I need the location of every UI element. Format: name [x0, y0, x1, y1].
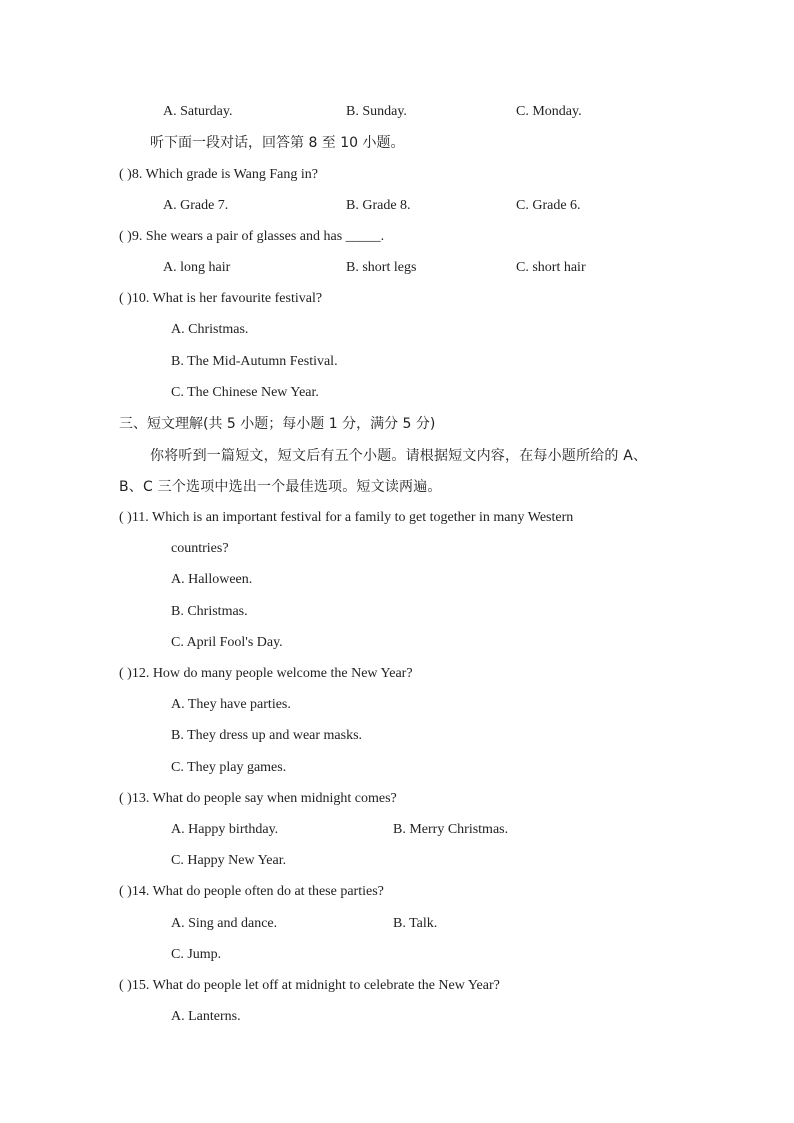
q7-option-b: B. Sunday. [346, 104, 407, 119]
q9-option-c: C. short hair [516, 260, 586, 275]
q11-option-b: B. Christmas. [171, 604, 248, 619]
q7-option-c: C. Monday. [516, 104, 582, 119]
q11-stem: ( )11. Which is an important festival for a family to get together in many Western [119, 510, 574, 525]
dialogue-instruction: 听下面一段对话，回答第 8 至 10 小题。 [150, 135, 405, 151]
q9-option-b: B. short legs [346, 260, 417, 275]
q15-option-a: A. Lanterns. [171, 1009, 241, 1024]
q13-stem: ( )13. What do people say when midnight comes? [119, 791, 397, 806]
section3-instruction-line1: 你将听到一篇短文，短文后有五个小题。请根据短文内容，在每小题所给的 A、 [150, 448, 648, 464]
q8-stem: ( )8. Which grade is Wang Fang in? [119, 167, 318, 182]
section3-instruction-line2: B、C 三个选项中选出一个最佳选项。短文读两遍。 [119, 479, 442, 495]
q14-option-b: B. Talk. [393, 916, 438, 931]
q12-option-b: B. They dress up and wear masks. [171, 728, 363, 743]
q12-option-c: C. They play games. [171, 760, 287, 775]
q13-option-b: B. Merry Christmas. [393, 822, 509, 837]
q9-option-a: A. long hair [163, 260, 231, 275]
section3-heading: 三、短文理解(共 5 小题；每小题 1 分，满分 5 分) [119, 416, 436, 432]
q11-option-a: A. Halloween. [171, 572, 253, 587]
q8-option-b: B. Grade 8. [346, 198, 411, 213]
q11-stem-continued: countries? [171, 541, 229, 556]
q10-stem: ( )10. What is her favourite festival? [119, 291, 323, 306]
q13-option-c: C. Happy New Year. [171, 853, 287, 868]
q10-option-c: C. The Chinese New Year. [171, 385, 319, 400]
q10-option-a: A. Christmas. [171, 322, 249, 337]
q13-option-a: A. Happy birthday. [171, 822, 279, 837]
q8-option-c: C. Grade 6. [516, 198, 581, 213]
q9-stem: ( )9. She wears a pair of glasses and has _____. [119, 229, 385, 244]
q10-option-b: B. The Mid-Autumn Festival. [171, 354, 338, 369]
q15-stem: ( )15. What do people let off at midnight to celebrate the New Year? [119, 978, 500, 993]
q14-option-a: A. Sing and dance. [171, 916, 278, 931]
q14-stem: ( )14. What do people often do at these parties? [119, 884, 384, 899]
q7-option-a: A. Saturday. [163, 104, 233, 119]
q14-option-c: C. Jump. [171, 947, 222, 962]
q12-stem: ( )12. How do many people welcome the New Year? [119, 666, 413, 681]
q11-option-c: C. April Fool's Day. [171, 635, 283, 650]
q8-option-a: A. Grade 7. [163, 198, 229, 213]
q12-option-a: A. They have parties. [171, 697, 291, 712]
